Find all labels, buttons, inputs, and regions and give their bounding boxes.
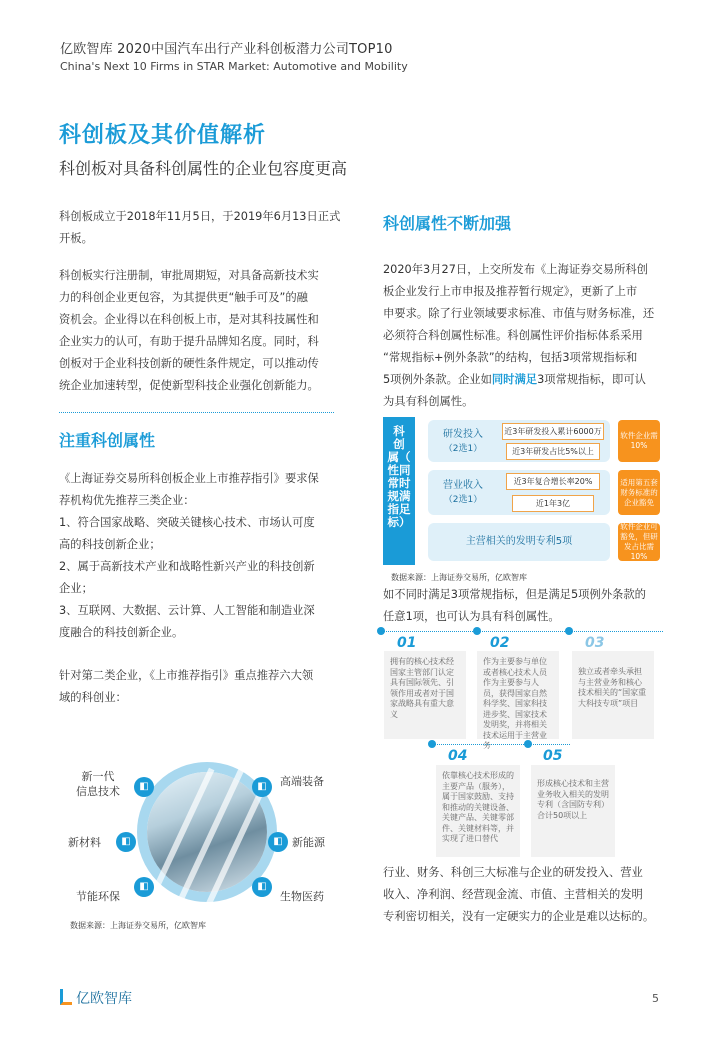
patent-criteria: 主营相关的发明专利5项: [428, 523, 610, 561]
report-title-en: China's Next 10 Firms in STAR Market: Automotive and Mobility: [60, 60, 408, 73]
label-new-energy: 新能源: [292, 836, 325, 849]
rd-criteria-b: 近3年研发占比5%以上: [506, 443, 600, 460]
criteria-dot-5: [524, 740, 532, 748]
label-equipment: 高端装备: [280, 775, 324, 788]
report-title-cn: 亿欧智库 2020中国汽车出行产业科创板潜力公司TOP10: [60, 42, 393, 57]
footer-logo: 亿欧智库: [60, 988, 132, 1008]
exception-fifth-standard: 适用第五套财务标准的企业豁免: [618, 470, 660, 515]
priority-list: 1、符合国家战略、突破关键核心技术、市场认可度 高的科技创新企业； 2、属于高新技术产业和战略性新兴产业的科技创新 企业； 3、互联网、大数据、云计算、人工智能和制造业深 度融合的科技创新企业。: [59, 516, 315, 639]
building-photo: [147, 772, 267, 892]
rd-title: 研发投入 （2选1）: [443, 429, 483, 454]
guideline-paragraph: 《上海证券交易所科创板企业上市推荐指引》要求保 荐机构优先推荐三类企业：: [59, 472, 319, 507]
page-title: 科创板及其价值解析: [59, 123, 267, 148]
six-fields-paragraph: 针对第二类企业，《上市推荐指引》重点推荐六大领 域的科创业：: [59, 669, 314, 704]
intro-paragraph: 科创板成立于2018年11月5日，于2019年6月13日正式 开板。: [59, 210, 341, 245]
criteria-dot-4: [428, 740, 436, 748]
page-number: 5: [652, 992, 659, 1005]
biomedicine-icon: ◧: [252, 877, 272, 897]
criteria-dot-3: [565, 627, 573, 635]
section-divider: [59, 412, 334, 413]
section-heading-attributes: 注重科创属性: [59, 431, 156, 450]
criteria-num-01: 01: [397, 635, 417, 651]
new-energy-icon: ◧: [268, 832, 288, 852]
revenue-title: 营业收入 （2选1）: [443, 480, 483, 505]
rules-paragraph: 2020年3月27日，上交所发布《上海证券交易所科创 板企业发行上市申报及推荐暂行规定》，更新了上市 申要求。除了行业领域要求标准、市值与财务标准，还 必须符合科创属性标准。科创属性评价指标体系采用 “常规指标+例外条款”的结构，包括3项常规指标和 5项例外条款。企业如同时满足3项常规指标，即可认 为具有科创属性。: [383, 263, 655, 408]
exception-paragraph: 如不同时满足3项常规指标，但是满足5项例外条款的 任意1项，也可认为具有科创属性。: [383, 588, 646, 623]
criteria-num-02: 02: [490, 635, 510, 651]
source-note-right: 数据来源：上海证券交易所，亿欧智库: [391, 573, 527, 582]
label-info-tech: 新一代 信息技术: [76, 770, 120, 798]
criteria-box-01: 拥有的核心技术经国家主管部门认定具有国际领先、引领作用或者对于国家战略具有重大意义: [384, 651, 466, 739]
materials-icon: ◧: [116, 832, 136, 852]
criteria-dot-1: [377, 627, 385, 635]
registration-paragraph: 科创板实行注册制，审批周期短，对具备高新技术实 力的科创企业更包容，为其提供更“触手可及”的融 资机会。企业得以在科创板上市，是对其科技属性和 企业实力的认可，有助于提升品牌知名度。同时，科 创板对于企业科技创新的硬性条件规定，可以推动传 统企业加速转型，促使新型科技企业强化创新能力。: [59, 269, 319, 392]
criteria-num-03: 03: [585, 635, 605, 651]
criteria-top-line: [381, 631, 663, 632]
energy-saving-icon: ◧: [134, 877, 154, 897]
info-tech-icon: ◧: [134, 777, 154, 797]
criteria-box-02: 作为主要参与单位或者核心技术人员作为主要参与人员，获得国家自然科学奖、国家科技进步奖、国家技术发明奖，并将相关技术运用于主营业务: [477, 651, 559, 739]
section-heading-strengthen: 科创属性不断加强: [383, 214, 512, 233]
logo-icon: [60, 989, 72, 1005]
label-energy-saving: 节能环保: [76, 890, 120, 903]
conclusion-paragraph: 行业、财务、科创三大标准与企业的研发投入、营业 收入、净利润、经营现金流、市值、主营相关的发明 专利密切相关，没有一定硬实力的企业是难以达标的。: [383, 866, 655, 923]
revenue-criteria-b: 近1年3亿: [512, 495, 594, 512]
criteria-dot-2: [473, 627, 481, 635]
source-note-left: 数据来源：上海证券交易所，亿欧智库: [70, 921, 206, 930]
label-materials: 新材料: [68, 836, 101, 849]
exception-software-rd: 软件企业需10%: [618, 420, 660, 462]
equipment-icon: ◧: [252, 777, 272, 797]
criteria-box-03: 独立或者牵头承担与主营业务和核心技术相关的“国家重大科技专项”项目: [572, 651, 654, 739]
criteria-mid-line: [432, 744, 570, 745]
attribute-vertical-bar: 科 创 属（ 性同 常时 规满 指足 标）: [383, 417, 415, 565]
criteria-box-05: 形成核心技术和主营业务收入相关的发明专利（含国防专利）合计50项以上: [531, 765, 615, 857]
criteria-box-04: 依靠核心技术形成的主要产品（服务），属于国家鼓励、支持和推动的关键设备、关键产品、关键零部件、关键材料等，并实现了进口替代: [436, 765, 520, 857]
revenue-criteria-a: 近3年复合增长率20%: [506, 473, 600, 490]
label-biomedicine: 生物医药: [280, 890, 324, 903]
page-subtitle: 科创板对具备科创属性的企业包容度更高: [59, 159, 348, 178]
criteria-num-05: 05: [543, 748, 563, 764]
rd-criteria-a: 近3年研发投入累计6000万: [502, 423, 604, 440]
criteria-num-04: 04: [448, 748, 468, 764]
exception-software-patent: 软件企业可豁免，但研发占比需10%: [618, 523, 660, 561]
